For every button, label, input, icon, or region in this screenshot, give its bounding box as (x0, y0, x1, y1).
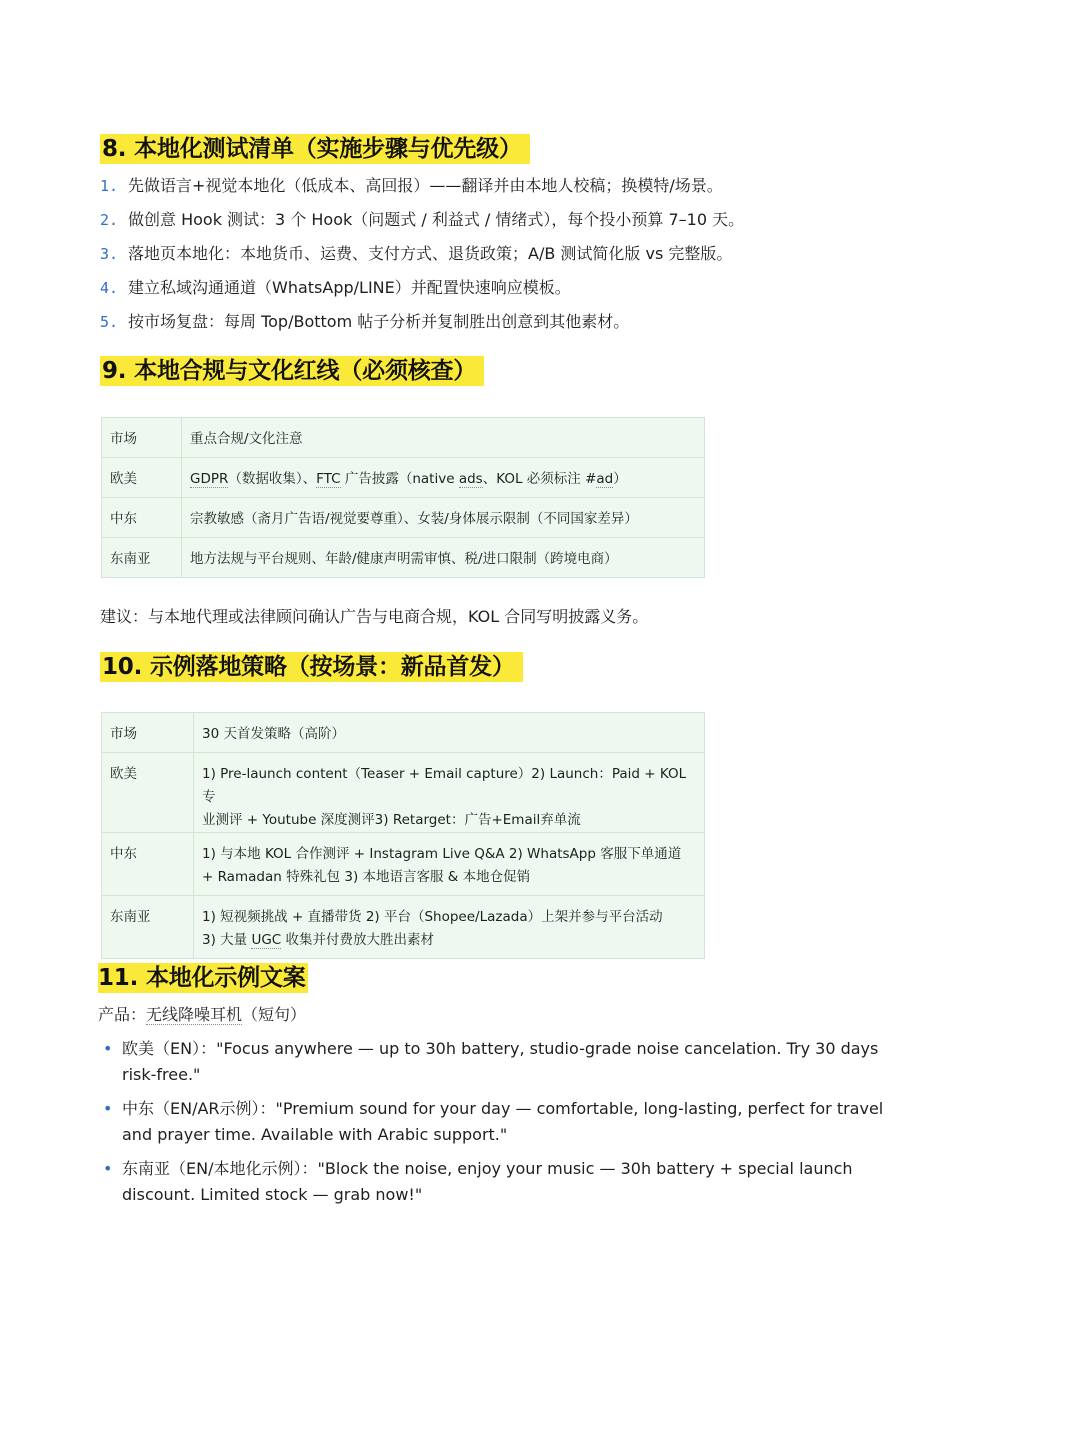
product-name: 无线降噪耳机 (146, 1005, 243, 1024)
table-header-row (102, 418, 705, 458)
table-header-cell: 30 天首发策略（高阶） (194, 713, 705, 753)
list-item (100, 1036, 910, 1088)
cell-line: + Ramadan 特殊礼包 3) 本地语言客服 & 本地仓促销 (202, 869, 531, 885)
bullet-icon: • (103, 1159, 113, 1178)
table-header-cell: 市场 (102, 713, 194, 753)
cell-line: 1) 与本地 KOL 合作测评 + Instagram Live Q&A 2) WhatsApp 客服下单通道 (202, 846, 682, 862)
table-cell-focus (182, 458, 705, 498)
list-number: 5. (100, 313, 119, 331)
cell-text: ） (613, 471, 627, 487)
copy-examples (100, 1036, 910, 1216)
launch-strategy-table (101, 712, 705, 959)
compliance-note: 建议：与本地代理或法律顾问确认广告与电商合规，KOL 合同写明披露义务。 (100, 607, 649, 626)
table-row (102, 458, 705, 498)
copy-label: 欧美（EN）： (122, 1039, 217, 1058)
test-checklist (100, 172, 1000, 342)
cell-text: 广告披露（native (340, 471, 459, 487)
section-10-heading: 10. 示例落地策略（按场景：新品首发） (100, 652, 523, 682)
table-row (102, 538, 705, 578)
list-number: 3. (100, 245, 119, 263)
table-cell-market: 中东 (102, 498, 182, 538)
table-cell-market: 东南亚 (102, 538, 182, 578)
table-row (102, 896, 705, 959)
cell-line: 业测评 + Youtube 深度测评3) Retarget：广告+Email弃单流 (202, 812, 581, 828)
table-cell-market: 东南亚 (102, 896, 194, 959)
abbr-term: ads (458, 471, 483, 487)
list-item-text: 建立私域沟通通道（WhatsApp/LINE）并配置快速响应模板。 (128, 278, 571, 297)
table-cell-market: 欧美 (102, 753, 194, 833)
copy-text: "Focus anywhere — up to 30h battery, studio-grade noise cancelation. Try 30 days risk-free." (122, 1039, 879, 1084)
copy-text: "Block the noise, enjoy your music — 30h battery + special launch discount. Limited stock — grab now!" (122, 1159, 853, 1204)
bullet-icon: • (103, 1099, 113, 1118)
cell-line: 1) 短视频挑战 + 直播带货 2) 平台（Shopee/Lazada）上架并参与平台活动 (202, 909, 663, 925)
cell-line: 1) Pre-launch content（Teaser + Email capture）2) Launch：Paid + KOL 专 (202, 766, 687, 805)
list-number: 1. (100, 177, 119, 195)
list-item (100, 274, 1000, 308)
table-cell-focus: 地方法规与平台规则、年龄/健康声明需审慎、税/进口限制（跨境电商） (182, 538, 705, 578)
list-item-text: 做创意 Hook 测试：3 个 Hook（问题式 / 利益式 / 情绪式），每个投小预算 7–10 天。 (128, 210, 745, 229)
abbr-term: FTC (316, 471, 341, 487)
section-11-heading: 11. 本地化示例文案 (98, 965, 306, 991)
table-row (102, 498, 705, 538)
table-cell-focus: 宗教敏感（斋月广告语/视觉要尊重）、女装/身体展示限制（不同国家差异） (182, 498, 705, 538)
cell-text: 、KOL 必须标注 # (482, 471, 597, 487)
abbr-term: GDPR (190, 471, 229, 487)
cell-text: 收集并付费放大胜出素材 (281, 932, 435, 948)
compliance-table (101, 417, 705, 578)
table-header-row (102, 713, 705, 753)
table-cell-strategy (194, 753, 705, 833)
product-prefix: 产品： (98, 1005, 147, 1024)
list-item (100, 240, 1000, 274)
cell-text: 3) 大量 (202, 932, 252, 948)
list-item (100, 1156, 910, 1208)
table-cell-market: 欧美 (102, 458, 182, 498)
table-cell-strategy (194, 833, 705, 896)
list-number: 4. (100, 279, 119, 297)
product-line (98, 1003, 306, 1027)
copy-label: 中东（EN/AR示例）： (122, 1099, 276, 1118)
table-header-cell: 市场 (102, 418, 182, 458)
list-item (100, 172, 1000, 206)
copy-label: 东南亚（EN/本地化示例）： (122, 1159, 318, 1178)
list-item-text: 落地页本地化：本地货币、运费、支付方式、退货政策；A/B 测试简化版 vs 完整版。 (128, 244, 733, 263)
list-item-text: 按市场复盘：每周 Top/Bottom 帖子分析并复制胜出创意到其他素材。 (128, 312, 630, 331)
abbr-term: ad (596, 471, 614, 487)
table-header-cell: 重点合规/文化注意 (182, 418, 705, 458)
list-number: 2. (100, 211, 119, 229)
section-9-heading: 9. 本地合规与文化红线（必须核查） (100, 356, 484, 386)
product-suffix: （短句） (242, 1005, 307, 1024)
cell-text: （数据收集）、 (228, 471, 317, 487)
table-cell-strategy (194, 896, 705, 959)
abbr-term: UGC (251, 932, 282, 948)
cell-line (202, 929, 696, 952)
list-item-text: 先做语言+视觉本地化（低成本、高回报）——翻译并由本地人校稿；换模特/场景。 (128, 176, 723, 195)
list-item (100, 308, 1000, 342)
table-cell-market: 中东 (102, 833, 194, 896)
section-8-heading: 8. 本地化测试清单（实施步骤与优先级） (100, 134, 530, 164)
table-row (102, 833, 705, 896)
list-item (100, 206, 1000, 240)
list-item (100, 1096, 910, 1148)
bullet-icon: • (103, 1039, 113, 1058)
table-row (102, 753, 705, 833)
copy-text: "Premium sound for your day — comfortable, long-lasting, perfect for travel and prayer time. Available with Arabic support." (122, 1099, 884, 1144)
